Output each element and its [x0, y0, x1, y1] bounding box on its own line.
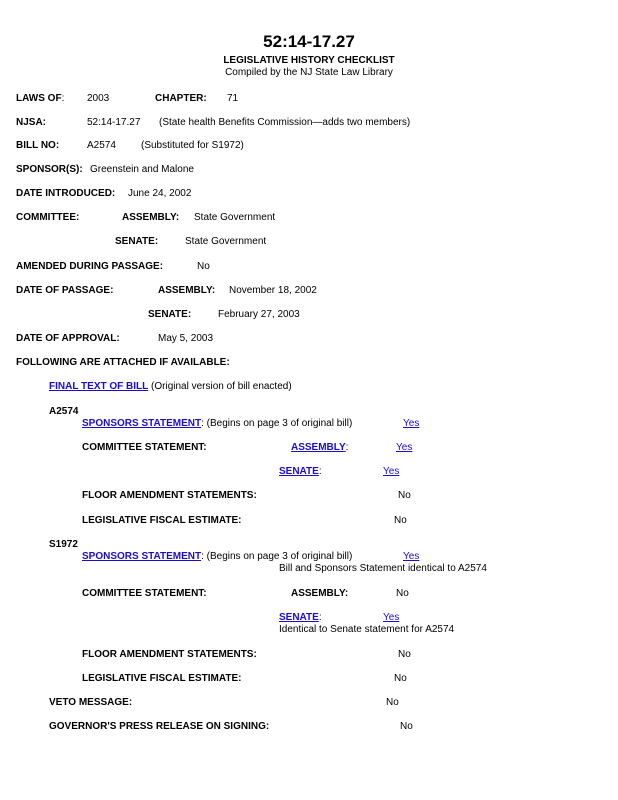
amended-label: AMENDED DURING PASSAGE:: [16, 261, 164, 272]
s1972-sponsors-yes-link[interactable]: Yes: [403, 551, 420, 562]
veto-label: VETO MESSAGE:: [49, 697, 133, 708]
passage-senate-label: SENATE:: [148, 309, 192, 320]
s1972-senate-note-sub: Identical to Senate statement for A2574: [279, 624, 455, 635]
bill-no-value: A2574: [87, 140, 116, 151]
compiler-note: Compiled by the NJ State Law Library: [225, 67, 393, 78]
veto-value: No: [386, 697, 399, 708]
s1972-assembly-label: ASSEMBLY:: [291, 588, 349, 599]
a2574-senate-colon: :: [318, 466, 322, 477]
passage-senate-value: February 27, 2003: [218, 309, 300, 320]
bill-no-note: (Substituted for S1972): [141, 140, 244, 151]
a2574-sponsors-link[interactable]: SPONSORS STATEMENT: [82, 418, 202, 429]
s1972-sponsors-link[interactable]: SPONSORS STATEMENT: [82, 551, 202, 562]
a2574-assembly-row: [291, 442, 348, 454]
a2574-sponsors-note: : (Begins on page 3 of original bill): [201, 418, 353, 429]
committee-label: COMMITTEE:: [16, 212, 80, 223]
press-release-value: No: [400, 721, 413, 732]
a2574-committee-label: COMMITTEE STATEMENT:: [82, 442, 207, 453]
passage-assembly-value: November 18, 2002: [229, 285, 317, 296]
s1972-assembly-value: No: [396, 588, 409, 599]
date-introduced-value: June 24, 2002: [128, 188, 192, 199]
laws-of-label: LAWS OF: [16, 93, 62, 104]
committee-senate-value: State Government: [185, 236, 267, 247]
approval-value: May 5, 2003: [158, 333, 214, 344]
chapter-value: 71: [227, 93, 239, 104]
s1972-senate-link[interactable]: SENATE: [279, 612, 319, 623]
passage-assembly-label: ASSEMBLY:: [158, 285, 216, 296]
s1972-senate-colon: :: [318, 612, 322, 623]
s1972-fiscal-value: No: [394, 673, 407, 684]
s1972-sponsors-row: [82, 551, 352, 563]
njsa-label: NJSA:: [16, 117, 47, 128]
s1972-senate-row: [279, 612, 322, 624]
committee-senate-label: SENATE:: [115, 236, 159, 247]
attached-heading: FOLLOWING ARE ATTACHED IF AVAILABLE:: [16, 357, 230, 368]
s1972-committee-label: COMMITTEE STATEMENT:: [82, 588, 207, 599]
approval-label: DATE OF APPROVAL:: [16, 333, 120, 344]
a2574-assembly-yes-link[interactable]: Yes: [396, 442, 413, 453]
a2574-fiscal-value: No: [394, 515, 407, 526]
laws-of-colon: :: [61, 93, 65, 104]
press-release-label: GOVERNOR'S PRESS RELEASE ON SIGNING:: [49, 721, 270, 732]
committee-assembly-label: ASSEMBLY:: [122, 212, 180, 223]
sponsors-value: Greenstein and Malone: [90, 164, 194, 175]
a2574-assembly-colon: :: [345, 442, 349, 453]
njsa-note: (State health Benefits Commission—adds two members): [159, 117, 411, 128]
s1972-senate-yes-link[interactable]: Yes: [383, 612, 400, 623]
chapter-label: CHAPTER:: [155, 93, 207, 104]
s1972-floor-value: No: [398, 649, 411, 660]
njsa-value: 52:14-17.27: [87, 117, 141, 128]
s1972-heading: S1972: [49, 539, 78, 550]
committee-assembly-value: State Government: [194, 212, 276, 223]
page-title: 52:14-17.27: [263, 32, 355, 51]
a2574-senate-row: [279, 466, 322, 478]
passage-label: DATE OF PASSAGE:: [16, 285, 114, 296]
final-text-link[interactable]: FINAL TEXT OF BILL: [49, 381, 149, 392]
laws-of-value: 2003: [87, 93, 110, 104]
s1972-sponsors-note: : (Begins on page 3 of original bill): [201, 551, 353, 562]
a2574-heading: A2574: [49, 406, 79, 417]
a2574-senate-yes-link[interactable]: Yes: [383, 466, 400, 477]
page-subtitle: LEGISLATIVE HISTORY CHECKLIST: [223, 55, 395, 66]
s1972-sponsors-note-sub: Bill and Sponsors Statement identical to A2574: [279, 563, 487, 574]
amended-value: No: [197, 261, 210, 272]
s1972-fiscal-label: LEGISLATIVE FISCAL ESTIMATE:: [82, 673, 242, 684]
a2574-fiscal-label: LEGISLATIVE FISCAL ESTIMATE:: [82, 515, 242, 526]
sponsors-label: SPONSOR(S):: [16, 164, 83, 175]
final-text-row: [49, 381, 292, 393]
a2574-senate-link[interactable]: SENATE: [279, 466, 319, 477]
bill-no-label: BILL NO:: [16, 140, 60, 151]
laws-of-row: [16, 93, 64, 105]
date-introduced-label: DATE INTRODUCED:: [16, 188, 116, 199]
a2574-floor-value: No: [398, 490, 411, 501]
a2574-sponsors-yes-link[interactable]: Yes: [403, 418, 420, 429]
a2574-floor-label: FLOOR AMENDMENT STATEMENTS:: [82, 490, 257, 501]
s1972-floor-label: FLOOR AMENDMENT STATEMENTS:: [82, 649, 257, 660]
a2574-sponsors-row: [82, 418, 352, 430]
a2574-assembly-link[interactable]: ASSEMBLY: [291, 442, 346, 453]
final-text-note: (Original version of bill enacted): [151, 381, 292, 392]
